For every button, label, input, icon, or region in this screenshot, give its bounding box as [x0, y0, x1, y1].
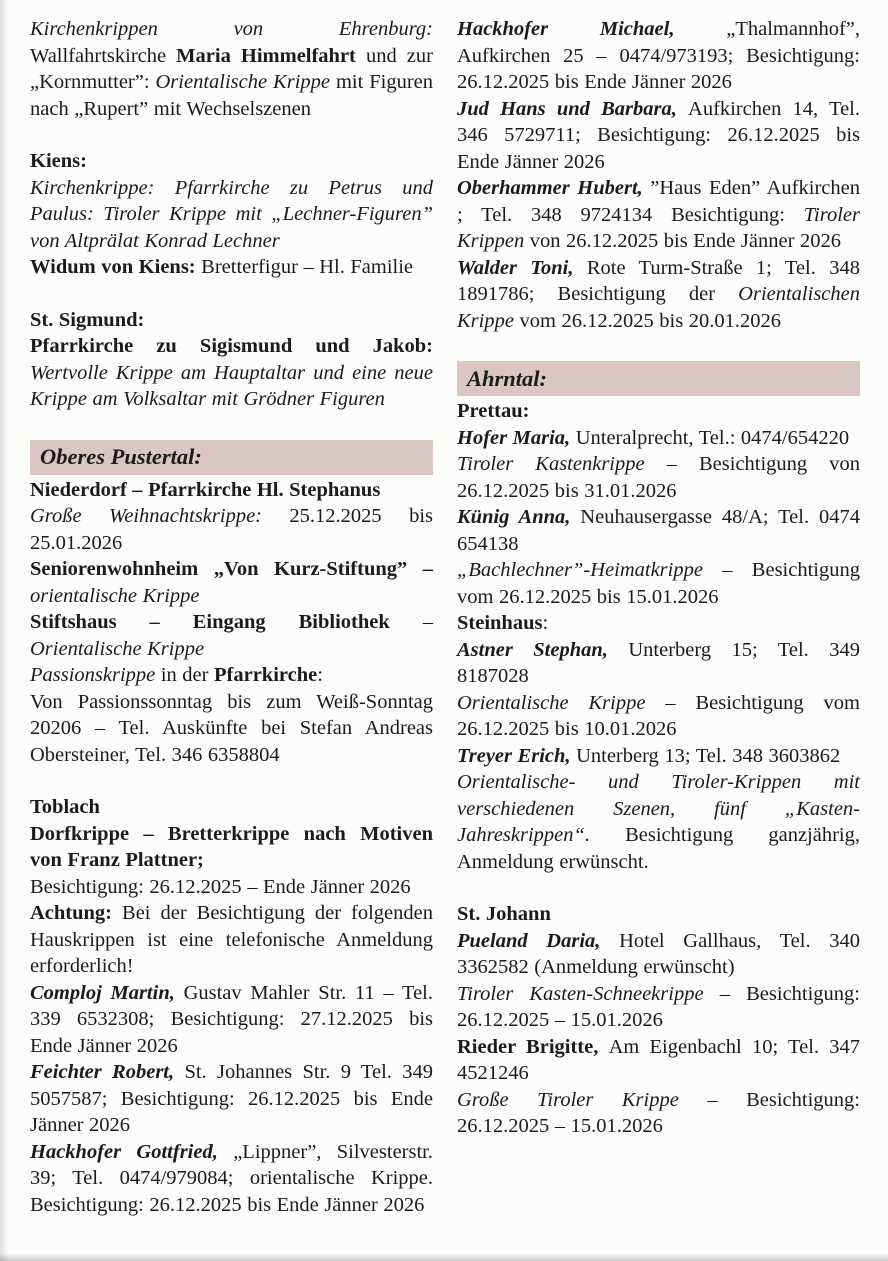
entry-paragraph: [30, 1139, 433, 1219]
entry-paragraph: [30, 689, 433, 769]
entry-paragraph: [457, 769, 860, 875]
text-segment: Orientalischen Krippe: [457, 283, 860, 332]
text-segment: in der: [160, 664, 215, 686]
paragraph-gap: [30, 122, 433, 148]
text-segment: Hackhofer Michael,: [457, 18, 727, 40]
text-segment: Pfarrkirche: [214, 664, 318, 686]
text-segment: Orientalische Krippe: [30, 637, 205, 660]
text-segment: Prettau:: [457, 400, 530, 422]
text-segment: mit Figuren nach „Rupert” mit Wechselszenen: [30, 71, 433, 120]
entry-paragraph: [457, 1087, 860, 1140]
text-segment: „Thalmannhof”, Aufkirchen 25 – 0474/973193; Besichtigung: 26.12.2025 bis Ende Jänner 2026: [457, 18, 860, 93]
text-segment: Kiens:: [30, 150, 87, 172]
text-segment: Niederdorf – Pfarrkirche Hl. Stephanus: [30, 478, 381, 501]
location-heading: [30, 148, 433, 175]
text-segment: Comploj Martin,: [30, 981, 184, 1004]
text-segment: Besichtigung: 26.12.2025 – Ende Jänner 2026: [30, 875, 411, 898]
text-segment: von 26.12.2025 bis Ende Jänner 2026: [529, 230, 841, 252]
paragraph-gap: [30, 281, 433, 307]
text-segment: Hotel Gallhaus, Tel. 340 3362582 (Anmeldung erwünscht): [457, 929, 860, 978]
entry-paragraph: [457, 690, 860, 743]
paragraph-gap: [30, 413, 433, 439]
region-header-band: [30, 440, 433, 475]
text-segment: :: [317, 664, 323, 686]
entry-paragraph: [457, 504, 860, 557]
page-bottom-edge-shadow: [0, 1253, 888, 1261]
text-segment: „Lippner”, Silvesterstr. 39; Tel. 0474/979084; orientalische Krippe. Besichtigung: 26.12.2025 bis Ende Jänner 2026: [30, 1140, 433, 1216]
text-segment: Widum von Kiens:: [30, 256, 202, 278]
text-segment: Tiroler Kasten-Schneekrippe: [457, 982, 720, 1005]
region-header-label: Ahrntal:: [467, 365, 548, 391]
entry-paragraph: [30, 874, 433, 901]
text-segment: Unteralprecht, Tel.: 0474/654220: [575, 426, 850, 449]
text-segment: Dorfkrippe – Bretterkrippe nach Motiven von Franz Plattner;: [30, 822, 433, 871]
region-header-label: Oberes Pustertal:: [40, 444, 202, 469]
text-column-left: [30, 16, 433, 1218]
text-segment: Stiftshaus – Eingang Bibliothek: [30, 611, 423, 633]
text-segment: Rieder Brigitte,: [457, 1035, 609, 1058]
entry-paragraph: [30, 333, 433, 413]
entry-paragraph: [457, 928, 860, 981]
text-segment: Unterberg 15; Tel. 349 8187028: [457, 638, 860, 687]
text-segment: 25.12.2025 bis 25.01.2026: [30, 505, 433, 554]
text-segment: Bretterfigur – Hl. Familie: [201, 256, 414, 278]
text-segment: Rote Turm-Straße 1; Tel. 348 1891786; Besichtigung der: [457, 256, 860, 305]
text-segment: Neuhausergasse 48/A; Tel. 0474 654138: [457, 506, 860, 555]
entry-paragraph: [457, 981, 860, 1034]
entry-paragraph: [30, 1059, 433, 1139]
text-column-right: [457, 16, 860, 1218]
text-segment: Oberhammer Hubert,: [457, 177, 651, 199]
text-segment: Wertvolle Krippe am Hauptaltar und eine neue Krippe am Volksaltar mit Grödner Figuren: [30, 361, 433, 410]
text-segment: :: [542, 612, 549, 634]
text-segment: Feichter Robert,: [30, 1061, 185, 1083]
text-segment: Pueland Daria,: [457, 929, 620, 952]
location-heading: [457, 398, 860, 425]
text-segment: Steinhaus: [457, 612, 543, 634]
text-segment: – Besichtigung: 26.12.2025 – 15.01.2026: [457, 982, 861, 1031]
text-segment: – Besichtigung: 26.12.2025 – 15.01.2026: [457, 1088, 860, 1137]
text-segment: Am Eigenbachl 10; Tel. 347 4521246: [457, 1035, 860, 1084]
entry-paragraph: [30, 503, 433, 556]
text-segment: vom 26.12.2025 bis 20.01.2026: [519, 309, 781, 332]
entry-paragraph: [457, 637, 860, 690]
text-segment: Aufkirchen 14, Tel. 346 5729711; Besichtigung: 26.12.2025 bis Ende Jänner 2026: [457, 97, 860, 173]
text-segment: – Besichtigung vom 26.12.2025 bis 10.01.2026: [457, 691, 860, 740]
entry-paragraph: [457, 16, 860, 96]
location-heading: [30, 307, 433, 334]
text-segment: Hackhofer Gottfried,: [30, 1140, 234, 1163]
text-segment: Große Weihnachtskrippe:: [30, 505, 290, 527]
text-segment: –: [422, 611, 433, 633]
entry-paragraph: [457, 255, 860, 335]
text-segment: Orientalische Krippe: [457, 691, 666, 714]
entry-paragraph: [457, 425, 860, 452]
text-segment: Treyer Erich,: [457, 744, 577, 767]
entry-paragraph: [457, 743, 860, 770]
entry-paragraph: [457, 175, 860, 255]
text-segment: Kirchenkrippen von Ehrenburg:: [30, 18, 433, 40]
page-left-edge-shadow: [0, 0, 8, 1261]
text-segment: Maria Himmelfahrt: [176, 44, 366, 67]
entry-paragraph: [30, 980, 433, 1060]
text-segment: Künig Anna,: [457, 506, 581, 528]
text-segment: Toblach: [30, 796, 100, 818]
entry-paragraph: [30, 900, 433, 980]
text-segment: Gustav Mahler Str. 11 – Tel. 339 6532308; Besichtigung: 27.12.2025 bis Ende Jänner 2026: [30, 981, 434, 1057]
text-segment: Tiroler Kastenkrippe: [457, 453, 667, 475]
text-segment: – Besichtigung vom 26.12.2025 bis 15.01.2026: [457, 559, 860, 608]
text-segment: Achtung:: [30, 902, 123, 924]
entry-paragraph: [30, 821, 433, 874]
text-segment: Astner Stephan,: [457, 638, 629, 661]
region-header-band: [457, 361, 860, 396]
text-segment: Jud Hans und Barbara,: [457, 97, 689, 120]
text-segment: und zur „Kornmutter”:: [30, 44, 433, 93]
text-segment: ”Haus Eden” Aufkirchen ; Tel. 348 9724134 Besichtigung:: [457, 177, 860, 226]
location-heading: [30, 794, 433, 821]
text-segment: „Bachlechner”-Heimatkrippe: [457, 559, 723, 581]
entry-paragraph: [457, 557, 860, 610]
text-segment: Besichtigung ganzjährig, Anmeldung erwünscht.: [457, 824, 860, 873]
location-heading: [457, 610, 860, 637]
text-segment: – Besichtigung von 26.12.2025 bis 31.01.2026: [457, 453, 860, 502]
text-segment: orientalische Krippe: [30, 584, 200, 607]
text-segment: Wallfahrtskirche: [30, 44, 177, 67]
text-segment: St. Johann: [457, 903, 551, 925]
text-segment: Orientalische- und Tiroler-Krippen mit verschiedenen Szenen, fünf „Kasten-Jahreskrippen“.: [457, 771, 860, 846]
paragraph-gap: [457, 875, 860, 901]
entry-paragraph: [30, 16, 433, 122]
text-segment: Orientalische Krippe: [155, 71, 336, 93]
location-heading: [457, 901, 860, 928]
text-segment: St. Sigmund:: [30, 308, 145, 331]
entry-paragraph: [30, 662, 433, 689]
two-column-layout: [30, 16, 861, 1218]
text-segment: Große Tiroler Krippe: [457, 1088, 708, 1111]
entry-paragraph: [457, 451, 860, 504]
entry-paragraph: [30, 556, 433, 609]
text-segment: St. Johannes Str. 9 Tel. 349 5057587; Besichtigung: 26.12.2025 bis Ende Jänner 2026: [30, 1061, 433, 1136]
entry-paragraph: [457, 96, 860, 176]
entry-paragraph: [457, 1034, 860, 1087]
entry-paragraph: [30, 609, 433, 662]
paragraph-gap: [30, 768, 433, 794]
paragraph-gap: [457, 334, 860, 360]
entry-paragraph: [30, 477, 433, 504]
text-segment: Seniorenwohnheim „Von Kurz-Stiftung” –: [30, 558, 433, 580]
entry-paragraph: [30, 175, 433, 255]
entry-paragraph: [30, 254, 433, 281]
text-segment: Pfarrkirche zu Sigismund und Jakob:: [30, 335, 433, 357]
text-segment: Tiroler Krippen: [457, 203, 860, 252]
text-segment: Hofer Maria,: [457, 426, 576, 449]
text-segment: Bei der Besichtigung der folgenden Hauskrippen ist eine telefonische Anmeldung erforderlich!: [30, 902, 433, 977]
text-segment: Kirchenkrippe: Pfarrkirche zu Petrus und Paulus: Tiroler Krippe mit „Lechner-Figuren” von Altprälat Konrad Lechner: [30, 176, 433, 252]
text-segment: Unterberg 13; Tel. 348 3603862: [576, 744, 841, 767]
text-segment: Walder Toni,: [457, 256, 587, 279]
text-segment: Passionskrippe: [30, 664, 161, 686]
text-segment: Von Passionssonntag bis zum Weiß-Sonntag 20206 – Tel. Auskünfte bei Stefan Andreas Obersteiner, Tel. 346 6358804: [30, 690, 433, 766]
